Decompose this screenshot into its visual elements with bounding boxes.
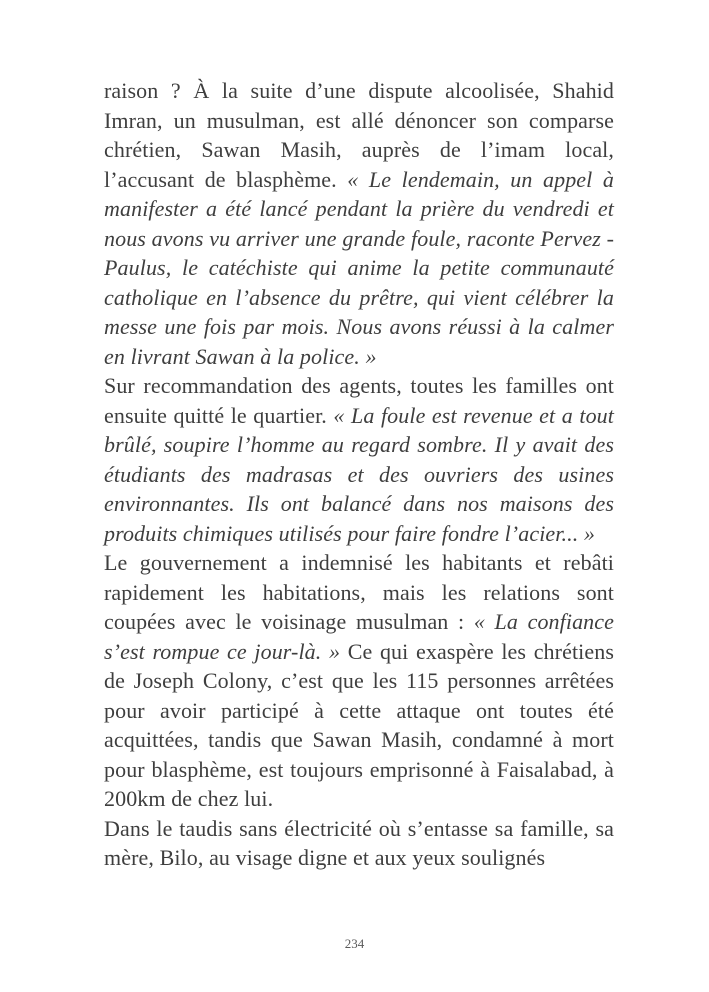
text-run-quote: « La confiance s’est rompue ce jour-là. »: [104, 609, 615, 664]
text-run-quote: « Le lendemain, un appel à manifester a été lancé pendant la prière du vendredi et nous avons vu arriver une grande foule, raconte Pervez -Paulus, le catéchiste qui anime la petite communauté catholique en l’absence du prêtre, qui vient célébrer la messe une fois par mois. Nous avons réussi à la calmer en livrant Sawan à la police. »: [104, 166, 614, 369]
paragraph: [104, 371, 614, 548]
paragraph: [104, 76, 614, 371]
text-run: Dans le taudis sans électricité où s’entasse sa famille, sa mère, Bilo, au visage digne et aux yeux soulignés: [104, 815, 614, 870]
text-run: Le gouvernement a indemnisé les habitants et rebâti rapidement les habitations, mais les relations sont coupées avec le voisinage musulman :: [104, 550, 614, 634]
page-number: 234: [344, 936, 365, 951]
text-run: Ce qui exaspère les chrétiens de Joseph Colony, c’est que les 115 personnes arrêtées pour avoir participé à cette attaque ont toutes été acquittées, tandis que Sawan Masih, condamné à mort pour blasphème, est toujours emprisonné à Faisalabad, à 200km de chez lui.: [104, 638, 615, 811]
text-run: raison ? À la suite d’une dispute alcoolisée, Shahid Imran, un musulman, est allé dénoncer son comparse chrétien, Sawan Masih, auprès de l’imam local, l’accusant de blasphème.: [104, 78, 614, 192]
text-run-quote: « La foule est revenue et a tout brûlé, soupire l’homme au regard sombre. Il y avait des étudiants des madrasas et des ouvriers des usines environnantes. Ils ont balancé dans nos maisons des produits chimiques utilisés pour faire fondre l’acier... »: [104, 402, 614, 546]
paragraph: [104, 548, 614, 814]
body-text: [104, 76, 614, 873]
paragraph: [104, 814, 614, 873]
text-run: Sur recommandation des agents, toutes les familles ont ensuite quitté le quartier.: [104, 373, 614, 428]
